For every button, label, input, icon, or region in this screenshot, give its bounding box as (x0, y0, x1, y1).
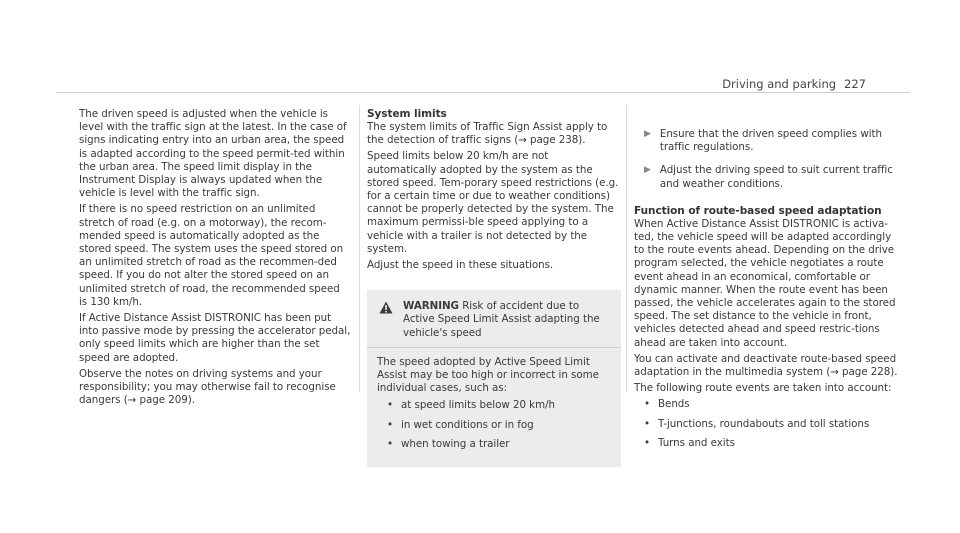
column-3 (634, 108, 900, 456)
list-item-text: Turns and exits (658, 436, 735, 449)
route-events-list (634, 398, 900, 450)
warning-triangle-icon (379, 301, 393, 314)
step-arrow-icon: ▶ (644, 165, 651, 176)
instruction-step (634, 164, 900, 190)
paragraph: The following route events are taken into account: (634, 382, 892, 395)
paragraph: You can activate and deactivate route-based speed adaptation in the multimedia system (→ page 228). (634, 352, 898, 379)
paragraph: If there is no speed restriction on an unlimited stretch of road (e.g. on a motorway), the recom-mended speed is automatically adopted as the stored speed. The system uses the speed stored on an unlimited stretch of road as the recommen-ded speed. If you do not alter the stored speed on an unlimited stretch of road, the recommended speed is 130 km/h. (79, 203, 344, 308)
list-item (634, 398, 900, 411)
column-1 (79, 108, 351, 410)
list-item-text: T-junctions, roundabouts and toll stations (658, 417, 870, 430)
list-item (634, 437, 900, 450)
warning-bullet-list (377, 399, 611, 451)
bullet-icon: • (387, 418, 394, 431)
page-header (722, 77, 866, 91)
paragraph: If Active Distance Assist DISTRONIC has been put into passive mode by pressing the accelerator pedal, only speed limits which are higher than the set speed are adopted. (79, 312, 351, 364)
section-heading: Function of route-based speed adaptation (634, 204, 882, 217)
list-item-text: at speed limits below 20 km/h (401, 399, 555, 412)
list-item (377, 399, 611, 412)
list-item-text: in wet conditions or in fog (401, 418, 534, 431)
column-divider (359, 105, 360, 392)
section-heading: System limits (367, 108, 447, 120)
bullet-icon: • (644, 436, 651, 449)
step-text: Ensure that the driven speed complies with traffic regulations. (659, 128, 882, 154)
warning-header (367, 290, 621, 348)
warning-box (367, 290, 621, 467)
step-text: Adjust the driving speed to suit current traffic and weather conditions. (659, 164, 893, 190)
warning-label: WARNING (403, 300, 459, 313)
page-number: 227 (844, 77, 866, 91)
section-title: Driving and parking (722, 77, 837, 91)
paragraph: Adjust the speed in these situations. (367, 259, 554, 272)
warning-text: The speed adopted by Active Speed Limit Assist may be too high or incorrect in some individual cases, such as: (377, 355, 599, 395)
paragraph: The system limits of Traffic Sign Assist apply to the detection of traffic signs (→ page 238). (367, 121, 608, 147)
list-item (377, 419, 611, 432)
paragraph: The driven speed is adjusted when the vehicle is level with the traffic sign at the latest. In the case of signs indicating entry into an urban area, the speed is adapted according to the speed permit-ted within the urban area. The speed limit display in the Instrument Display is always updated when the vehicle is level with the traffic sign. (79, 108, 347, 200)
bullet-icon: • (387, 437, 394, 450)
list-item-text: when towing a trailer (401, 437, 510, 450)
bullet-icon: • (644, 417, 651, 430)
paragraph: When Active Distance Assist DISTRONIC is activa-ted, the vehicle speed will be adapted accordingly to the route events ahead. Depending on the drive program selected, the vehicle negotiates a route event ahead in an economical, comfortable or dynamic manner. When the route event has been passed, the vehicle accelerates again to the stored speed. The set distance to the vehicle in front, vehicles detected ahead and speed restric-tions ahead are taken into account. (634, 217, 896, 349)
step-list (634, 128, 900, 191)
list-item-text: Bends (658, 398, 690, 411)
header-rule (56, 92, 910, 93)
paragraph: Speed limits below 20 km/h are not automatically adopted by the system as the stored speed. Tem-porary speed restrictions (e.g. for a certain time or due to weather conditions) cannot be properly detected by the system. The maximum permissi-ble speed applying to a vehicle with a trailer is not detected by the system. (367, 150, 619, 255)
bullet-icon: • (644, 398, 651, 411)
list-item (377, 438, 611, 451)
bullet-icon: • (387, 399, 394, 412)
paragraph: Observe the notes on driving systems and your responsibility; you may otherwise fail to recognise dangers (→ page 209). (79, 367, 336, 407)
list-item (634, 418, 900, 431)
column-2 (367, 108, 621, 467)
instruction-step (634, 128, 900, 154)
warning-title-block (403, 300, 611, 340)
warning-body (367, 348, 621, 467)
column-divider (626, 105, 627, 392)
step-arrow-icon: ▶ (644, 129, 651, 139)
warning-title: Risk of accident due to Active Speed Limit Assist adapting the vehicle's speed (403, 300, 600, 339)
